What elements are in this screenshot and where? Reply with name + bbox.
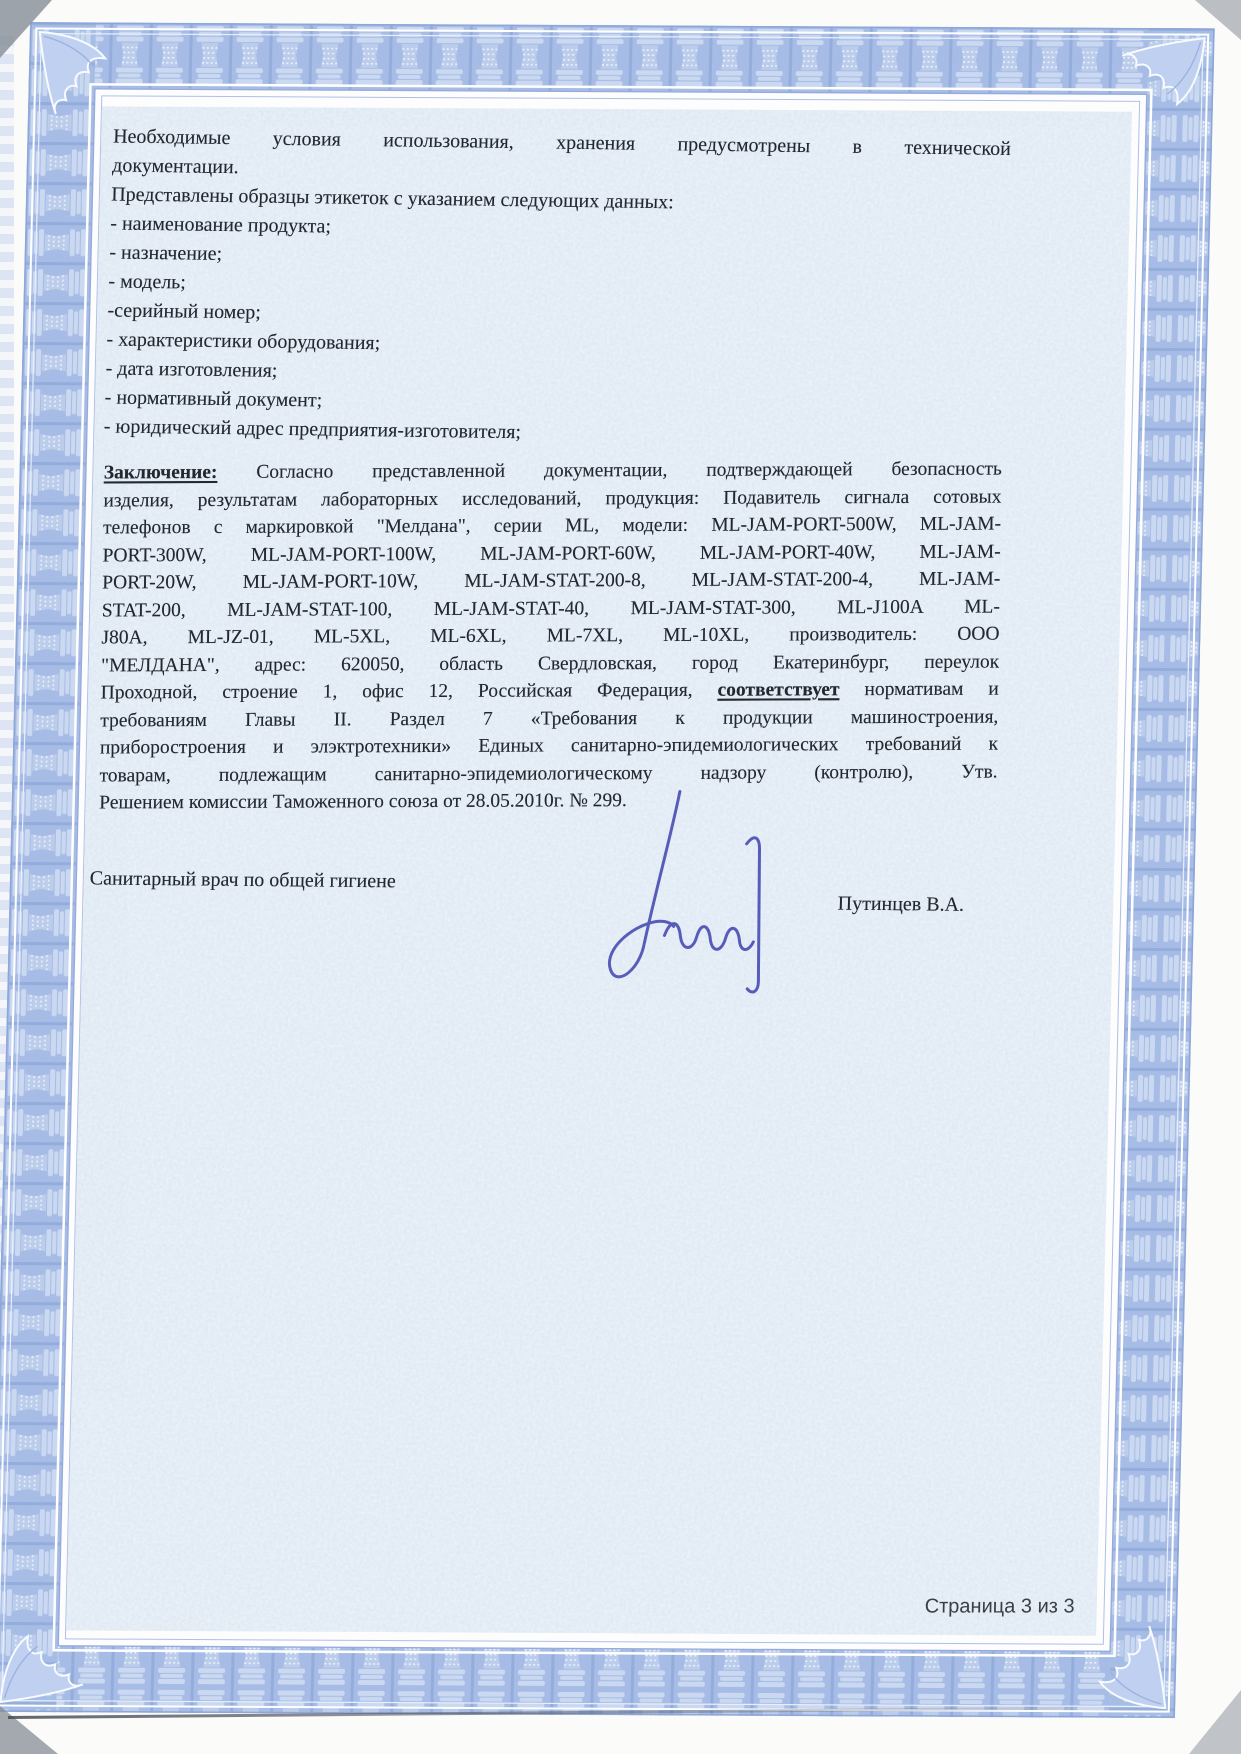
conclusion-paragraph	[99, 456, 1002, 817]
text-run: Необходимые условия использования, хранения предусмотрены в технической	[112, 125, 1012, 160]
text-line	[101, 621, 999, 652]
text-run: - наименование продукта;	[110, 212, 332, 238]
text-run: - характеристики оборудования;	[106, 328, 381, 355]
text-line	[102, 566, 1000, 597]
scan-artifact-corner	[1189, 1690, 1241, 1754]
underlined-bold-text: соответствует	[717, 679, 840, 701]
text-run: - нормативный документ;	[104, 386, 323, 412]
text-line	[103, 511, 1001, 542]
text-run: - дата изготовления;	[105, 357, 278, 382]
signature-row	[89, 867, 988, 917]
text-run: PORT-20W, ML-JAM-PORT-10W, ML-JAM-STAT-200-8, ML-JAM-STAT-200-4, ML-JAM-	[102, 568, 1001, 594]
text-line	[100, 703, 998, 734]
text-run: нормативам и	[839, 678, 999, 701]
text-run: изделия, результатам лабораторных исследований, продукция: Подавитель сигнала сотовых	[103, 486, 1002, 511]
text-run: PORT-300W, ML-JAM-PORT-100W, ML-JAM-PORT-60W, ML-JAM-PORT-40W, ML-JAM-	[102, 541, 1001, 566]
text-line	[104, 456, 1002, 487]
page-number-label: Страница 3 из 3	[924, 1595, 1075, 1618]
text-line	[99, 758, 997, 789]
text-line	[102, 593, 1000, 624]
text-run: "МЕЛДАНА", адрес: 620050, область Свердловская, город Екатеринбург, переулок	[100, 651, 1000, 676]
text-run: требованиям Главы II. Раздел 7 «Требования к продукции машиностроения,	[100, 706, 999, 731]
text-run: телефонов с маркировкой "Мелдана", серии ML, модели: ML-JAM-PORT-500W, ML-JAM-	[102, 513, 1002, 539]
text-run: Представлены образцы этикеток с указанием следующих данных:	[110, 183, 675, 214]
text-run: J80A, ML-JZ-01, ML-5XL, ML-6XL, ML-7XL, ML-10XL, производитель: ООО	[101, 623, 1000, 649]
text-line	[101, 676, 999, 707]
text-run: приборостроения и элэктротехники» Единых санитарно-эпидемиологических требований к	[99, 733, 999, 759]
text-run: Согласно представленной документации, подтверждающей безопасность	[217, 458, 1002, 483]
text-run: - юридический адрес предприятия-изготовителя;	[103, 415, 522, 444]
text-line	[99, 786, 997, 817]
text-line	[101, 648, 999, 679]
text-run: STAT-200, ML-JAM-STAT-100, ML-JAM-STAT-40, ML-JAM-STAT-300, ML-J100A ML-	[101, 596, 1001, 621]
text-line	[102, 538, 1000, 569]
text-run: -серийный номер;	[107, 299, 262, 324]
signature-ink	[546, 773, 772, 1034]
text-run: - назначение;	[109, 241, 223, 266]
signatory-name: Путинцев В.А.	[837, 892, 965, 916]
signatory-role: Санитарный врач по общей гигиене	[89, 867, 397, 893]
intro-paragraph	[103, 122, 1011, 454]
text-run: - модель;	[108, 270, 187, 294]
text-run: документации.	[111, 154, 240, 179]
text-run: Проходной, строение 1, офис 12, Российская Федерация,	[100, 679, 718, 704]
underlined-bold-text: Заключение:	[103, 461, 218, 484]
text-line	[103, 483, 1001, 514]
scan-artifact-corner	[0, 1706, 58, 1754]
text-run: товарам, подлежащим санитарно-эпидемиологическому надзору (контролю), Утв.	[99, 761, 998, 786]
text-run: Решением комиссии Таможенного союза от 28.05.2010г. № 299.	[99, 790, 628, 814]
text-line	[100, 731, 998, 762]
certificate-paper	[0, 22, 1215, 1718]
